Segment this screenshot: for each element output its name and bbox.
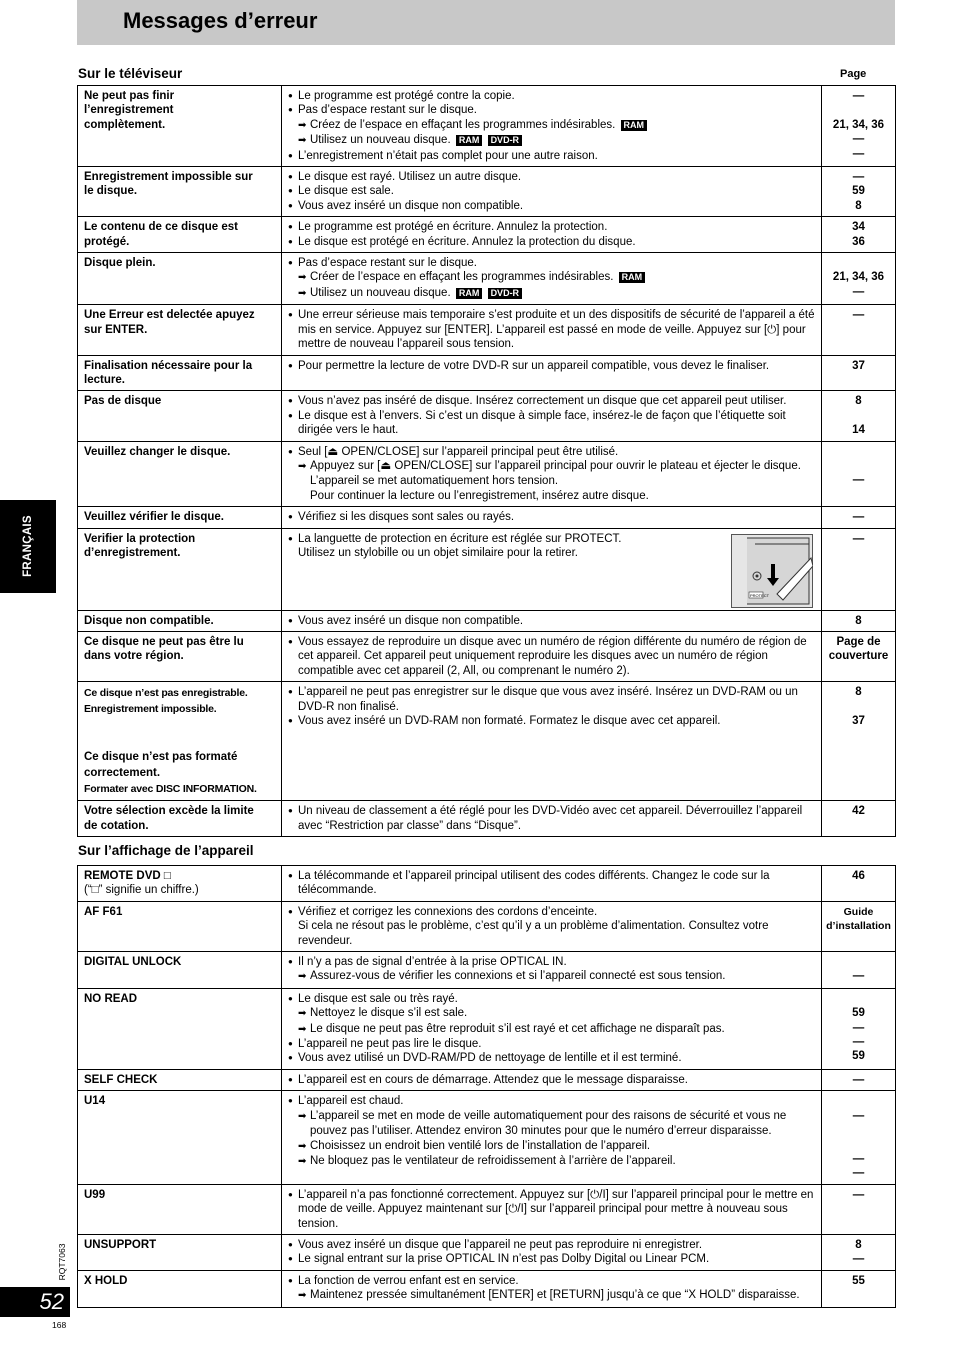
page-reference: 8 [855, 1238, 862, 1251]
error-message-line: Enregistrement impossible sur [84, 171, 253, 184]
remedy-text: Appuyez sur [⏏ OPEN/CLOSE] sur l’appareil principal pour ouvrir le plateau et éjecter le disque. L’appareil se met automatiquement hors tension. [310, 459, 801, 488]
remedy-text: Ne bloquez pas le ventilateur de refroidissement à l’arrière de l’appareil. [310, 1154, 676, 1167]
error-message-line: correctement. [84, 767, 161, 780]
page-reference [824, 700, 893, 714]
remedy-cell [282, 1069, 822, 1090]
bullet-item [288, 184, 816, 198]
remedy-text: Utilisez un stylobille ou un objet similaire pour la retirer. [298, 546, 578, 559]
bullet-item [288, 220, 816, 234]
bullet-item [288, 409, 816, 438]
page-number: 52 [39, 1289, 64, 1314]
page-reference-cell [822, 391, 896, 441]
remedy-cell [282, 1091, 822, 1184]
remedy-cell [282, 988, 822, 1069]
table-row [78, 1091, 896, 1184]
remedy-cell [282, 866, 822, 902]
page-reference: d’installation [826, 919, 891, 932]
remedy-text: Utilisez un nouveau disque. [310, 286, 451, 299]
page-reference-cell [822, 441, 896, 507]
remedy-cell [282, 801, 822, 837]
page-reference: Page de [836, 635, 881, 648]
remedy-text: Vérifiez si les disques sont sales ou rayés. [298, 511, 515, 524]
page-reference: 59 [852, 1007, 865, 1020]
remedy-text: La fonction de verrou enfant est en service. [298, 1274, 519, 1287]
bullet-item [288, 1274, 816, 1288]
document-code: RQT7063 [57, 1243, 67, 1281]
remedy-text: Vous avez inséré un disque non compatible. [298, 199, 524, 212]
remedy-text: L’enregistrement n’était pas complet pour une autre raison. [298, 149, 598, 162]
remedy-text: Vous avez inséré un disque que l’appareil ne peut pas reproduire ni enregistrer. [298, 1238, 703, 1251]
page-reference: — [852, 1253, 865, 1266]
table-row [78, 253, 896, 305]
remedy-cell [282, 86, 822, 167]
remedy-text: La télécommande et l’appareil principal utilisent des codes différents. Changez le code sur la télécommande. [298, 870, 770, 897]
page-reference: — [852, 474, 865, 487]
page-reference: 55 [852, 1274, 865, 1287]
remedy-text: Pas d’espace restant sur le disque. [298, 104, 477, 117]
disc-type-badge: DVD-R [488, 288, 523, 299]
bullet-item [288, 235, 816, 249]
bullet-item [288, 685, 816, 714]
action-item [288, 118, 816, 133]
bullet-item [288, 1037, 816, 1051]
page-reference-cell [822, 1091, 896, 1184]
table-row [78, 86, 896, 167]
bullet-item [288, 869, 816, 898]
remedy-text: Choisissez un endroit bien ventilé lors de l’installation de l’appareil. [310, 1139, 651, 1152]
action-item [288, 459, 816, 489]
page-reference-cell [822, 1069, 896, 1090]
action-item [288, 1139, 816, 1154]
remedy-text: Vous avez inséré un DVD-RAM non formaté. Formatez le disque avec cet appareil. [298, 715, 721, 727]
action-item [288, 1154, 816, 1169]
error-message-cell [78, 1234, 282, 1270]
page-reference: 36 [852, 235, 865, 248]
error-message-cell [78, 952, 282, 989]
disc-type-badge: RAM [456, 288, 483, 299]
page-reference-cell [822, 217, 896, 253]
remedy-text: Seul [⏏ OPEN/CLOSE] sur l’appareil principal peut être utilisé. [298, 445, 619, 458]
page-reference [824, 409, 893, 423]
error-message-cell [78, 305, 282, 355]
error-message-line: dans votre région. [84, 650, 184, 663]
remedy-text: Le disque est rayé. Utilisez un autre disque. [298, 171, 522, 184]
page-reference-cell [822, 528, 896, 610]
page-reference: 21, 34, 36 [832, 271, 885, 284]
disc-type-badge: DVD-R [488, 135, 523, 146]
page-reference-cell [822, 167, 896, 217]
page-reference: 8 [855, 199, 862, 212]
error-message-line: Votre sélection excède la limite [84, 805, 254, 818]
error-message-line: Veuillez vérifier le disque. [84, 511, 224, 524]
page-reference-cell [822, 866, 896, 902]
error-message-line: Formater avec DISC INFORMATION. [84, 783, 257, 796]
page-reference: 46 [852, 870, 865, 882]
error-message-line: Ce disque n’est pas enregistrable. [84, 687, 248, 700]
table-row [78, 901, 896, 951]
page-reference: — [852, 309, 865, 322]
bullet-item [288, 149, 816, 163]
page-reference [824, 459, 893, 473]
error-message-line: complètement. [84, 118, 166, 131]
error-message-cell [78, 988, 282, 1069]
remedy-cell [282, 610, 822, 631]
page-reference: — [852, 133, 865, 146]
remedy-text: Pas d’espace restant sur le disque. [298, 257, 477, 270]
page-reference: — [852, 1036, 865, 1049]
error-message-line: REMOTE DVD □ [84, 870, 171, 882]
remedy-text: Le disque est protégé en écriture. Annulez la protection du disque. [298, 235, 636, 248]
remedy-text: Pour continuer la lecture ou l’enregistrement, insérez autre disque. [310, 489, 649, 502]
table-row [78, 866, 896, 902]
page-reference-cell [822, 901, 896, 951]
page-reference-cell [822, 610, 896, 631]
remedy-cell [282, 1270, 822, 1307]
bullet-item [288, 614, 816, 628]
page-reference: 8 [855, 395, 862, 408]
page-reference: 59 [852, 1050, 865, 1063]
error-message-line: le disque. [84, 185, 138, 198]
remedy-text: Un niveau de classement a été réglé pour les DVD-Vidéo avec cet appareil. Déverrouillez l’appareil avec “Restriction par classe” dans “Disque”. [298, 805, 803, 832]
language-tab [0, 500, 56, 593]
error-message-line: Une Erreur est delectée apuyez [84, 309, 255, 322]
remedy-text: Le signal entrant sur la prise OPTICAL IN n’est pas Dolby Digital ou Linear PCM. [298, 1253, 710, 1266]
remedy-text: Le disque est à l’envers. Si c’est un disque à simple face, insérez-le de façon que l’étiquette soit dirigée vers le haut. [298, 409, 786, 437]
remedy-text: L’appareil n’a pas fonctionné correctement. Appuyez sur [⏻/I] sur l’appareil principal pour le mettre en mode de veille. Appuyez maintenant sur [⏻/I] sur l’appareil principal pour mettre à nouveau sous tension. [298, 1188, 814, 1230]
page-reference: 8 [855, 614, 862, 627]
page-reference-cell [822, 952, 896, 989]
table-row [78, 1069, 896, 1090]
disc-type-badge: RAM [619, 272, 646, 283]
error-message-line: Ce disque n’est pas formaté [84, 751, 238, 764]
page-reference: 37 [852, 715, 865, 727]
error-message-line [84, 717, 276, 749]
bullet-item [288, 170, 816, 184]
remedy-text: Vous n’avez pas inséré de disque. Insérez correctement un disque que cet appareil peut utiliser. [298, 395, 787, 408]
remedy-cell [282, 253, 822, 305]
error-message-line: U99 [84, 1188, 106, 1201]
action-item [288, 969, 816, 984]
remedy-cell [282, 631, 822, 681]
table-row [78, 801, 896, 837]
error-message-cell [78, 901, 282, 951]
page-reference: — [852, 970, 865, 983]
page-reference: — [852, 1021, 865, 1034]
bullet-item [288, 905, 816, 919]
bullet-item [288, 1073, 816, 1087]
page-reference [824, 955, 893, 969]
table-row [78, 1234, 896, 1270]
remedy-text: Pour permettre la lecture de votre DVD-R sur un appareil compatible, vous devez le finaliser. [298, 359, 770, 372]
bullet-item [288, 510, 816, 524]
page-reference: Guide [843, 905, 874, 918]
error-message-line: Finalisation nécessaire pour la [84, 359, 253, 372]
bullet-item [288, 1094, 816, 1108]
remedy-text: Le disque ne peut pas être reproduit s’il est rayé et cet affichage ne disparaît pas. [310, 1022, 725, 1035]
error-message-line: Pas de disque [84, 395, 162, 408]
remedy-cell [282, 901, 822, 951]
remedy-text: Créez de l’espace en effaçant les programmes indésirables. [310, 118, 616, 131]
remedy-text: La languette de protection en écriture est réglée sur PROTECT. [298, 532, 622, 545]
error-message-line: de cotation. [84, 819, 149, 832]
remedy-cell [282, 217, 822, 253]
remedy-text: L’appareil est en cours de démarrage. Attendez que le message disparaisse. [298, 1073, 688, 1086]
page-reference: — [852, 1188, 865, 1201]
remedy-cell [282, 441, 822, 507]
small-page-number: 168 [52, 1320, 67, 1330]
error-message-cell [78, 507, 282, 528]
remedy-text: Si cela ne résout pas le problème, c’est qu’il y a un problème d’alimentation. Consultez votre revendeur. [298, 920, 769, 947]
error-message-cell [78, 217, 282, 253]
remedy-text: Le programme est protégé en écriture. Annulez la protection. [298, 221, 608, 234]
action-item [288, 1022, 816, 1037]
error-message-line: Enregistrement impossible. [84, 703, 217, 716]
bullet-item [288, 1238, 816, 1252]
page-reference-cell [822, 253, 896, 305]
error-message-cell [78, 355, 282, 391]
table-row [78, 391, 896, 441]
bullet-item [288, 714, 816, 728]
error-message-cell [78, 866, 282, 902]
page-reference: 59 [852, 185, 865, 198]
page-reference-cell [822, 682, 896, 801]
page-reference: 8 [855, 686, 862, 699]
page-reference: — [852, 285, 865, 298]
remedy-cell [282, 305, 822, 355]
remedy-text: Utilisez un nouveau disque. [310, 134, 451, 147]
page-reference: — [852, 1109, 865, 1122]
page-reference: — [852, 511, 865, 524]
section-heading-tv: Sur le téléviseur [78, 66, 183, 81]
error-message-line: Disque plein. [84, 257, 156, 270]
table-row [78, 167, 896, 217]
remedy-text: Nettoyez le disque s’il est sale. [310, 1007, 468, 1020]
error-message-cell [78, 682, 282, 801]
remedy-text: Le disque est sale. [298, 185, 394, 198]
table-row [78, 441, 896, 507]
page-reference-cell [822, 988, 896, 1069]
page-reference: couverture [828, 650, 889, 663]
error-message-line: DIGITAL UNLOCK [84, 956, 182, 969]
remedy-text: Vérifiez et corrigez les connexions des cordons d’enceinte. [298, 905, 598, 918]
error-message-cell [78, 167, 282, 217]
error-message-line: AF F61 [84, 905, 123, 918]
page-number-box [0, 1287, 70, 1317]
action-item [288, 1006, 816, 1021]
table-row [78, 1184, 896, 1234]
bullet-item [288, 103, 816, 117]
action-item [288, 1109, 816, 1139]
continuation-text [288, 489, 816, 503]
table-row [78, 952, 896, 989]
error-message-cell [78, 253, 282, 305]
remedy-text: L’appareil est chaud. [298, 1095, 404, 1108]
remedy-text: L’appareil ne peut pas lire le disque. [298, 1038, 482, 1051]
bullet-item [288, 199, 816, 213]
section-heading-device: Sur l’affichage de l’appareil [78, 843, 254, 858]
page-reference-cell [822, 1234, 896, 1270]
page-reference: 14 [852, 424, 865, 437]
page-title: Messages d’erreur [123, 8, 318, 33]
page-reference: 21, 34, 36 [832, 118, 885, 131]
error-message-line: UNSUPPORT [84, 1238, 157, 1251]
page-reference [824, 445, 893, 459]
remedy-cell [282, 528, 822, 610]
error-message-line: Ne peut pas finir [84, 90, 175, 102]
action-item [288, 133, 816, 148]
page-column-header: Page [840, 68, 867, 80]
remedy-cell [282, 391, 822, 441]
bullet-item [288, 804, 816, 833]
page-reference-cell [822, 1270, 896, 1307]
error-table-device [77, 865, 896, 1308]
bullet-item [288, 955, 816, 969]
bullet-item [288, 992, 816, 1006]
error-message-line: SELF CHECK [84, 1073, 158, 1086]
error-message-cell [78, 391, 282, 441]
page-reference: 42 [852, 805, 865, 818]
remedy-text: Vous avez utilisé un DVD-RAM/PD de nettoyage de lentille et il est terminé. [298, 1052, 682, 1065]
error-message-line: d’enregistrement. [84, 546, 181, 559]
page-reference: 37 [852, 359, 865, 372]
remedy-text: Il n’y a pas de signal d’entrée à la prise OPTICAL IN. [298, 956, 567, 969]
protect-tab-illustration [731, 534, 813, 608]
error-message-cell [78, 631, 282, 681]
table-row [78, 528, 896, 610]
title-bar [77, 0, 895, 45]
error-message-line: NO READ [84, 992, 138, 1005]
table-row [78, 631, 896, 681]
error-message-line: Ce disque ne peut pas être lu [84, 635, 244, 648]
page-reference-cell [822, 86, 896, 167]
bullet-item [288, 308, 816, 351]
table-row [78, 355, 896, 391]
table-row [78, 305, 896, 355]
bullet-item [288, 89, 816, 103]
error-message-line: Le contenu de ce disque est [84, 221, 239, 234]
error-message-line: protégé. [84, 235, 130, 248]
page-reference: — [852, 171, 865, 184]
table-row [78, 1270, 896, 1307]
remedy-cell [282, 1184, 822, 1234]
page-reference: 34 [852, 221, 865, 234]
table-row [78, 682, 896, 801]
page-reference: — [852, 1167, 865, 1180]
remedy-cell [282, 952, 822, 989]
bullet-item [288, 445, 816, 459]
action-item [288, 270, 816, 285]
remedy-text: Vous avez inséré un disque non compatible. [298, 614, 524, 627]
action-item [288, 286, 816, 301]
remedy-cell [282, 355, 822, 391]
page-reference-cell [822, 507, 896, 528]
page-reference: — [852, 147, 865, 160]
page-reference: — [852, 1073, 865, 1086]
page-reference: — [852, 1152, 865, 1165]
remedy-cell [282, 682, 822, 801]
page-reference: — [852, 532, 865, 545]
remedy-text: Créer de l’espace en effaçant les programmes indésirables. [310, 271, 614, 284]
page-reference-cell [822, 305, 896, 355]
error-message-cell [78, 801, 282, 837]
page-reference [824, 992, 893, 1006]
page-reference-cell [822, 355, 896, 391]
page-reference [824, 103, 893, 117]
disc-type-badge: RAM [621, 120, 648, 131]
error-message-note: (“□” signifie un chiffre.) [84, 884, 199, 897]
error-message-cell [78, 441, 282, 507]
error-message-cell [78, 86, 282, 167]
error-message-cell [78, 1184, 282, 1234]
disc-type-badge: RAM [456, 135, 483, 146]
remedy-text: Une erreur sérieuse mais temporaire s’est produite et un des dispositifs de sécurité de l’appareil a été mis en service. Appuyez sur [ENTER]. L’appareil est passé en mode de veille. Appuyez sur [⏻] pour mettre de nouveau l’appareil sous tension. [298, 309, 815, 351]
action-item [288, 1288, 816, 1303]
error-message-cell [78, 610, 282, 631]
table-row [78, 610, 896, 631]
page-reference [824, 1094, 893, 1108]
remedy-cell [282, 167, 822, 217]
error-message-line: U14 [84, 1095, 106, 1108]
remedy-text: Maintenez pressée simultanément [ENTER] et [RETURN] jusqu’à ce que “X HOLD” disparaisse. [310, 1289, 800, 1302]
illustration-label: PROTECT [750, 592, 770, 598]
language-tab-label: FRANÇAIS [22, 515, 34, 577]
page-reference-cell [822, 801, 896, 837]
error-table-tv [77, 85, 896, 837]
error-message-line: Veuillez changer le disque. [84, 445, 231, 458]
page-reference-cell [822, 631, 896, 681]
bullet-item [288, 359, 816, 373]
table-row [78, 988, 896, 1069]
error-message-cell [78, 528, 282, 610]
continuation-text [288, 919, 816, 948]
table-row [78, 217, 896, 253]
remedy-cell [282, 507, 822, 528]
error-message-line: Verifier la protection [84, 532, 196, 545]
error-message-cell [78, 1270, 282, 1307]
page-reference-cell [822, 1184, 896, 1234]
error-message-line: l’enregistrement [84, 104, 174, 117]
remedy-text: Le programme est protégé contre la copie. [298, 90, 515, 102]
remedy-text: Assurez-vous de vérifier les connexions et si l’appareil connecté est sous tension. [310, 970, 726, 983]
error-message-line: lecture. [84, 373, 125, 386]
page-reference: — [852, 90, 865, 102]
page-reference [824, 1138, 893, 1152]
remedy-cell [282, 1234, 822, 1270]
bullet-item [288, 1252, 816, 1266]
error-message-line: sur ENTER. [84, 323, 148, 336]
remedy-text: Vous essayez de reproduire un disque avec un numéro de région différente du numéro de région de cet appareil. Cet appareil peut uniquement reproduire les disques avec un numéro de région compatible avec cet appareil (2, All, ou comprenant le numéro 2). [298, 635, 807, 677]
page-reference [824, 256, 893, 270]
bullet-item [288, 394, 816, 408]
remedy-text: L’appareil se met en mode de veille automatiquement pour des raisons de sécurité et vous ne pouvez pas l’utiliser. Attendez environ 30 minutes pour que le numéro d’erreur disparaisse. [310, 1109, 787, 1138]
table-row [78, 507, 896, 528]
bullet-item [288, 1188, 816, 1231]
remedy-text: Le disque est sale ou très rayé. [298, 992, 458, 1005]
error-message-line: X HOLD [84, 1274, 128, 1287]
error-message-line: Disque non compatible. [84, 614, 214, 627]
page-reference [824, 1123, 893, 1137]
bullet-item [288, 1051, 816, 1065]
error-message-cell [78, 1091, 282, 1184]
bullet-item [288, 256, 816, 270]
bullet-item [288, 635, 816, 678]
remedy-text: L’appareil ne peut pas enregistrer sur le disque que vous avez inséré. Insérez un DVD-RAM ou un DVD-R non finalisé. [298, 686, 798, 713]
error-message-cell [78, 1069, 282, 1090]
